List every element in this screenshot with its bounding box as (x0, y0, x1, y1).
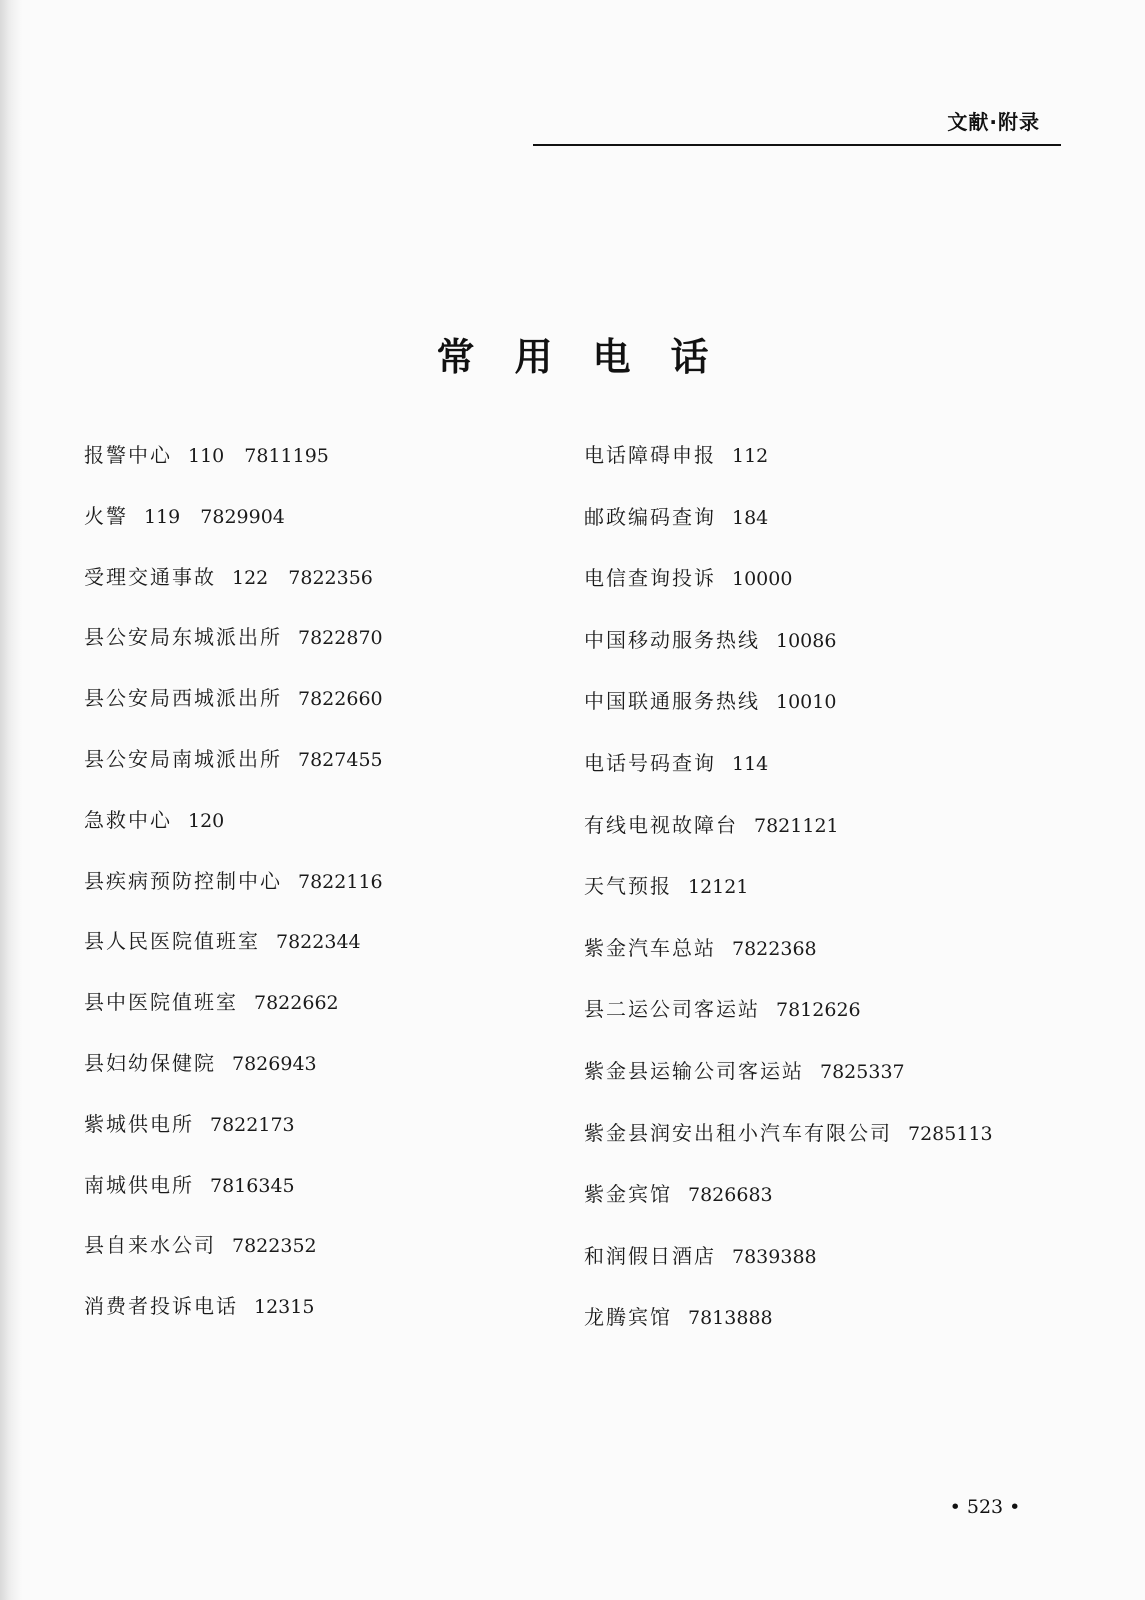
phone-number: 10010 (776, 691, 837, 714)
phone-entry (84, 1170, 554, 1231)
phone-number: 7822870 (298, 627, 383, 650)
phone-entry (584, 563, 1124, 625)
phone-number: 119 (144, 505, 181, 528)
entry-name: 有线电视故障台 (584, 812, 738, 837)
phone-number: 7822356 (288, 566, 373, 589)
phone-number: 7822352 (232, 1235, 317, 1258)
phone-entry (584, 625, 1124, 687)
phone-entry (84, 744, 554, 805)
phone-number: 7816345 (210, 1174, 295, 1197)
phone-entry (84, 987, 554, 1048)
phone-number: 12315 (254, 1296, 315, 1319)
entry-name: 天气预报 (584, 874, 672, 899)
phone-entry (584, 748, 1124, 810)
entry-name: 县中医院值班室 (84, 990, 238, 1015)
entry-name: 消费者投诉电话 (84, 1294, 238, 1319)
phone-number: 112 (732, 445, 769, 467)
phone-number: 7811195 (244, 445, 329, 467)
entry-name: 县疾病预防控制中心 (84, 868, 282, 893)
header-rule (533, 144, 1061, 146)
phone-entry (584, 1241, 1124, 1303)
phone-number: 7827455 (298, 748, 383, 771)
entry-name: 南城供电所 (84, 1172, 194, 1197)
entry-name: 中国移动服务热线 (584, 627, 760, 652)
running-header: 文献·附录 (947, 110, 1040, 134)
phone-number: 10000 (732, 568, 793, 591)
phone-number: 7822116 (298, 870, 383, 893)
phone-number: 7822660 (298, 688, 383, 711)
phone-number: 7822368 (732, 937, 817, 960)
page-number: • 523 • (949, 1496, 1021, 1518)
phone-number: 7822173 (210, 1113, 295, 1136)
phone-entry (584, 440, 1124, 502)
entry-name: 县人民医院值班室 (84, 929, 260, 954)
phone-number: 7825337 (820, 1060, 905, 1083)
phone-entry (84, 805, 554, 866)
entry-name: 电话障碍申报 (584, 443, 716, 467)
phone-number: 10086 (776, 629, 837, 652)
entry-name: 紫金县润安出租小汽车有限公司 (584, 1120, 892, 1145)
phone-entry (84, 1109, 554, 1170)
phone-entry (584, 1118, 1124, 1180)
phone-entry (84, 622, 554, 683)
entry-name: 急救中心 (84, 807, 172, 832)
phone-entry (584, 994, 1124, 1056)
entry-name: 电信查询投诉 (584, 566, 716, 591)
phone-number: 7839388 (732, 1245, 817, 1268)
entry-name: 紫金宾馆 (584, 1182, 672, 1207)
entry-name: 县公安局东城派出所 (84, 625, 282, 650)
phone-number: 7821121 (754, 814, 839, 837)
phone-entry (84, 501, 554, 562)
phone-entry (584, 686, 1124, 748)
phone-list-left (84, 440, 554, 1352)
entry-name: 紫金县运输公司客运站 (584, 1058, 804, 1083)
phone-entry (84, 1230, 554, 1291)
entry-name: 县二运公司客运站 (584, 997, 760, 1022)
phone-entry (84, 562, 554, 623)
phone-number: 122 (232, 566, 269, 589)
phone-entry (84, 926, 554, 987)
phone-entry (84, 440, 554, 501)
entry-name: 邮政编码查询 (584, 504, 716, 529)
phone-number: 12121 (688, 876, 749, 899)
phone-number: 7822662 (254, 992, 339, 1015)
phone-entry (84, 866, 554, 927)
phone-list-right (584, 440, 1124, 1364)
phone-number: 7829904 (200, 505, 285, 528)
phone-number: 120 (188, 809, 225, 832)
entry-name: 紫城供电所 (84, 1111, 194, 1136)
entry-name: 紫金汽车总站 (584, 935, 716, 960)
phone-number: 7812626 (776, 999, 861, 1022)
entry-name: 县公安局西城派出所 (84, 686, 282, 711)
entry-name: 电话号码查询 (584, 750, 716, 775)
phone-number: 7813888 (688, 1307, 773, 1330)
phone-number: 184 (732, 506, 769, 529)
phone-entry (584, 1302, 1124, 1364)
phone-number: 114 (732, 752, 769, 775)
phone-entry (584, 502, 1124, 564)
phone-entry (584, 871, 1124, 933)
phone-entry (84, 683, 554, 744)
entry-name: 县公安局南城派出所 (84, 746, 282, 771)
phone-number: 7826943 (232, 1052, 317, 1075)
entry-name: 中国联通服务热线 (584, 689, 760, 714)
phone-number: 7822344 (276, 931, 361, 954)
phone-entry (84, 1048, 554, 1109)
scan-edge-shadow (0, 0, 22, 1600)
phone-number: 7826683 (688, 1184, 773, 1207)
phone-entry (584, 933, 1124, 995)
phone-entry (584, 1056, 1124, 1118)
page-title: 常用电话 (436, 335, 749, 379)
entry-name: 龙腾宾馆 (584, 1305, 672, 1330)
entry-name: 县妇幼保健院 (84, 1050, 216, 1075)
entry-name: 县自来水公司 (84, 1233, 216, 1258)
phone-entry (584, 810, 1124, 872)
entry-name: 报警中心 (84, 443, 172, 467)
phone-number: 7285113 (908, 1122, 993, 1145)
phone-entry (84, 1291, 554, 1352)
entry-name: 火警 (84, 503, 128, 528)
entry-name: 和润假日酒店 (584, 1243, 716, 1268)
phone-entry (584, 1179, 1124, 1241)
phone-number: 110 (188, 445, 225, 467)
entry-name: 受理交通事故 (84, 564, 216, 589)
